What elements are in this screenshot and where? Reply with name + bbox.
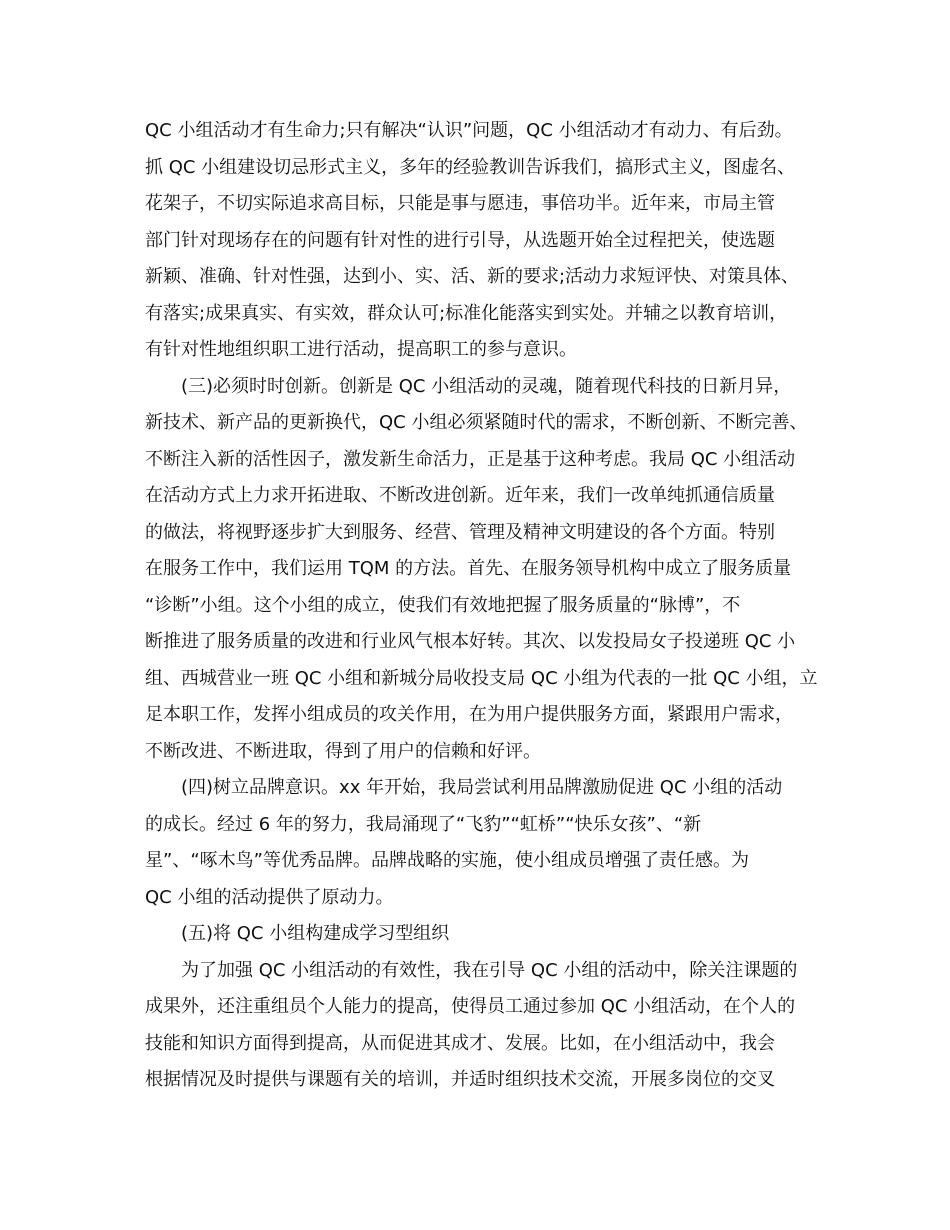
- text-line: 断推进了服务质量的改进和行业风气根本好转。其次、以发投局女子投递班 QC 小: [145, 631, 796, 652]
- text-line: 抓 QC 小组建设切忌形式主义，多年的经验教训告诉我们，搞形式主义，图虚名、: [145, 156, 796, 178]
- text-line: (五)将 QC 小组构建成学习型组织: [181, 923, 450, 944]
- text-line: “诊断”小组。这个小组的成立，使我们有效地把握了服务质量的“脉博”，不: [145, 594, 741, 616]
- text-line: (三)必须时时创新。创新是 QC 小组活动的灵魂，随着现代科技的日新月异，: [181, 375, 792, 397]
- text-line: 部门针对现场存在的问题有针对性的进行引导，从选题开始全过程把关，使选题: [145, 229, 775, 251]
- text-line: 的成长。经过 6 年的努力，我局涌现了“飞豹”“虹桥”“快乐女孩”、“新: [145, 813, 702, 835]
- text-line: 在服务工作中，我们运用 TQM 的方法。首先、在服务领导机构中成立了服务质量: [145, 558, 792, 579]
- text-line: QC 小组的活动提供了原动力。: [145, 886, 394, 908]
- text-line: 组、西城营业一班 QC 小组和新城分局收投支局 QC 小组为代表的一批 QC 小组，立: [145, 667, 818, 689]
- text-line: 有针对性地组织职工进行活动，提高职工的参与意识。: [145, 339, 577, 360]
- text-line: QC 小组活动才有生命力;只有解决“认识”问题，QC 小组活动才有动力、有后劲。: [145, 120, 793, 141]
- body-text: [145, 113, 845, 1099]
- text-line: 在活动方式上力求开拓进取、不断改进创新。近年来，我们一改单纯抓通信质量: [145, 485, 775, 506]
- text-line: 新颖、准确、针对性强，达到小、实、活、新的要求;活动力求短评快、对策具体、: [145, 266, 800, 287]
- text-line: 不断改进、不断进取，得到了用户的信赖和好评。: [145, 740, 541, 762]
- text-line: 成果外，还注重组员个人能力的提高，使得员工通过参加 QC 小组活动，在个人的: [145, 996, 796, 1017]
- text-line: (四)树立品牌意识。xx 年开始，我局尝试利用品牌激励促进 QC 小组的活动: [181, 777, 783, 798]
- text-line: 花架子，不切实际追求高目标，只能是事与愿违，事倍功半。近年来，市局主管: [145, 193, 775, 214]
- text-line: 根据情况及时提供与课题有关的培训，并适时组织技术交流，开展多岗位的交叉: [145, 1069, 775, 1090]
- text-line: 足本职工作，发挥小组成员的攻关作用，在为用户提供服务方面，紧跟用户需求，: [145, 704, 793, 725]
- text-line: 新技术、新产品的更新换代，QC 小组必须紧随时代的需求，不断创新、不断完善、: [145, 412, 808, 433]
- text-line: 技能和知识方面得到提高，从而促进其成才、发展。比如，在小组活动中，我会: [145, 1032, 775, 1054]
- text-line: 不断注入新的活性因子，激发新生命活力，正是基于这种考虑。我局 QC 小组活动: [145, 448, 796, 470]
- text-line: 为了加强 QC 小组活动的有效性，我在引导 QC 小组的活动中，除关注课题的: [181, 959, 798, 981]
- text-line: 有落实;成果真实、有实效，群众认可;标准化能落实到实处。并辅之以教育培训，: [145, 302, 788, 324]
- text-line: 的做法，将视野逐步扩大到服务、经营、管理及精神文明建设的各个方面。特别: [145, 521, 775, 543]
- text-line: 星”、“啄木鸟”等优秀品牌。品牌战略的实施，使小组成员增强了责任感。为: [145, 850, 749, 871]
